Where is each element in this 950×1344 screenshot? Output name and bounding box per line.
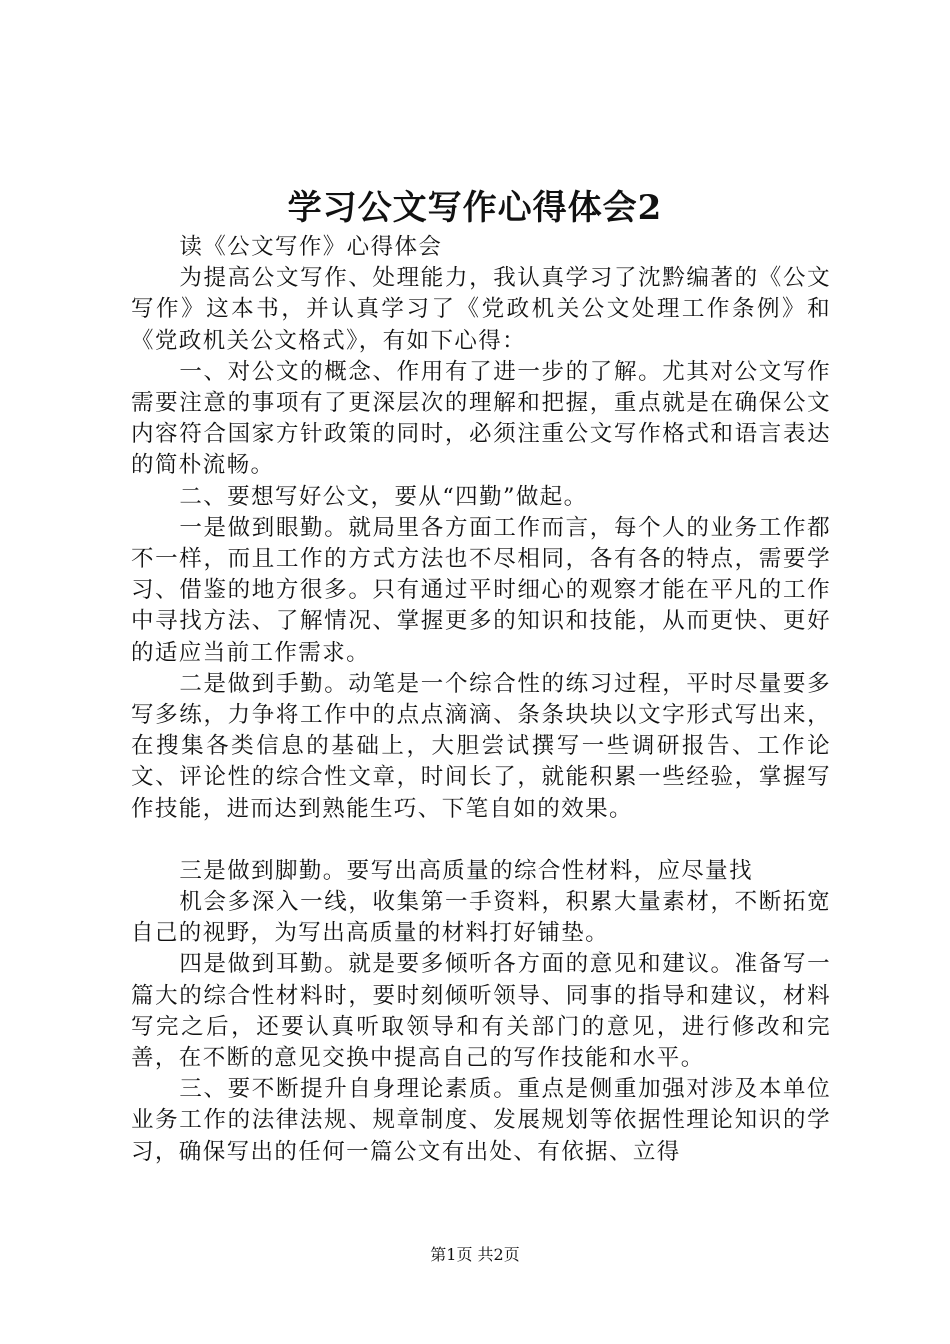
document-title: 学习公文写作心得体会2 [287, 188, 663, 228]
page-indicator: 第1页 共2页 [430, 1245, 520, 1264]
body-paragraph: 三、要不断提升自身理论素质。重点是侧重加强对涉及本单位业务工作的法律法规、规章制度、发展规划等依据性理论知识的学习，确保写出的任何一篇公文有出处、有依据、立得 [131, 1076, 831, 1165]
body-paragraph: 三是做到脚勤。要写出高质量的综合性材料，应尽量找 [179, 857, 753, 884]
body-paragraph: 二是做到手勤。动笔是一个综合性的练习过程，平时尽量要多写多练，力争将工作中的点点滴滴、条条块块以文字形式写出来，在搜集各类信息的基础上，大胆尝试撰写一些调研报告、工作论文、评论性的综合性文章，时间长了，就能积累一些经验，掌握写作技能，进而达到熟能生巧、下笔自如的效果。 [131, 670, 831, 822]
body-paragraph: 机会多深入一线，收集第一手资料，积累大量素材，不断拓宽自己的视野，为写出高质量的材料打好铺垫。 [131, 889, 831, 947]
body-paragraph: 二、要想写好公文，要从“四勤”做起。 [179, 483, 588, 510]
document-body [131, 232, 831, 1168]
body-paragraph: 一、对公文的概念、作用有了进一步的了解。尤其对公文写作需要注意的事项有了更深层次的理解和把握，重点就是在确保公文内容符合国家方针政策的同时，必须注重公文写作格式和语言表达的简朴流畅。 [131, 358, 831, 479]
body-paragraph: 四是做到耳勤。就是要多倾听各方面的意见和建议。准备写一篇大的综合性材料时，要时刻倾听领导、同事的指导和建议，材料写完之后，还要认真听取领导和有关部门的意见，进行修改和完善，在不断的意见交换中提高自己的写作技能和水平。 [131, 951, 831, 1072]
body-paragraph: 一是做到眼勤。就局里各方面工作而言，每个人的业务工作都不一样，而且工作的方式方法也不尽相同，各有各的特点，需要学习、借鉴的地方很多。只有通过平时细心的观察才能在平凡的工作中寻找方法、了解情况、掌握更多的知识和技能，从而更快、更好的适应当前工作需求。 [131, 514, 831, 666]
subtitle-paragraph: 读《公文写作》心得体会 [179, 234, 443, 260]
body-paragraph: 为提高公文写作、处理能力，我认真学习了沈黔编著的《公文写作》这本书，并认真学习了《党政机关公文处理工作条例》和《党政机关公文格式》，有如下心得： [131, 265, 831, 354]
